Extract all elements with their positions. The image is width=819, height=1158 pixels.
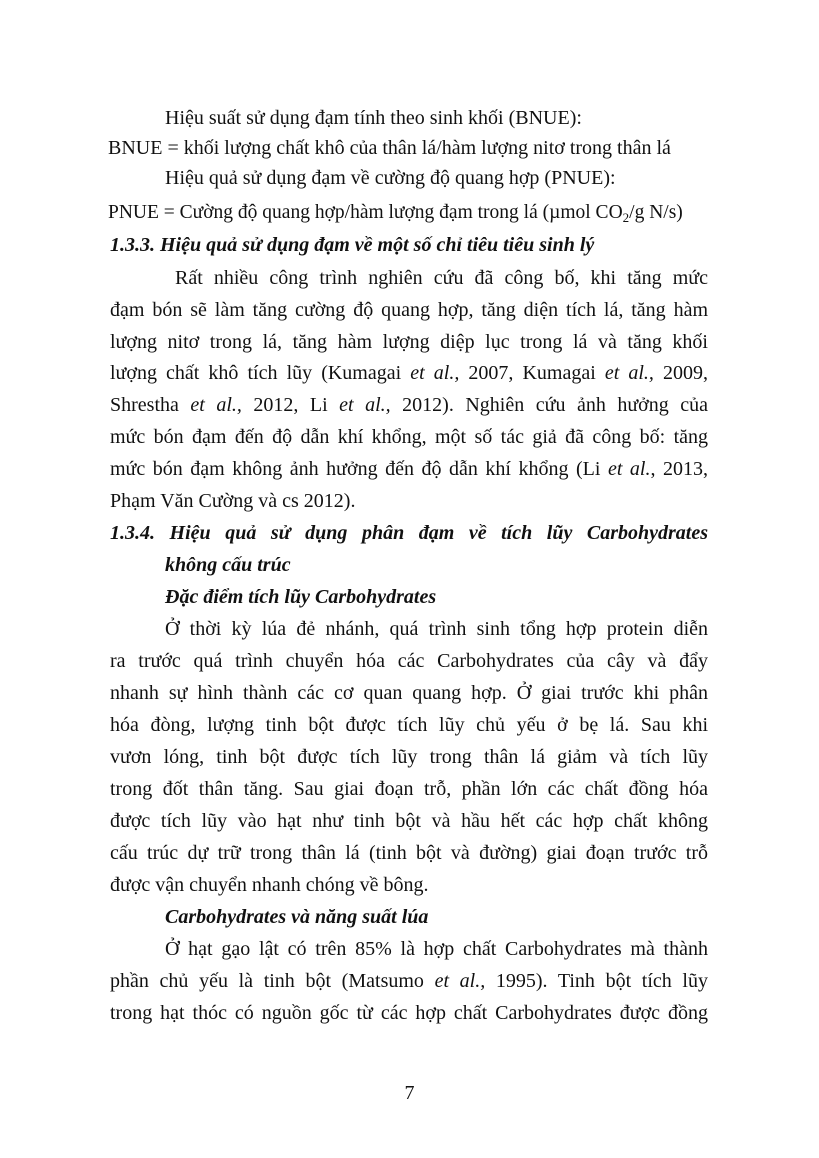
paragraph-line: mức bón đạm đến độ dẫn khí khổng, một số tác giả đã công bố: tăng bbox=[110, 426, 708, 448]
subheading-accumulation: Đặc điểm tích lũy Carbohydrates bbox=[165, 586, 437, 608]
paragraph-line: Rất nhiều công trình nghiên cứu đã công bố, khi tăng mức bbox=[175, 267, 708, 289]
paragraph-line: Ở hạt gạo lật có trên 85% là hợp chất Carbohydrates mà thành bbox=[165, 938, 708, 960]
paragraph-line: Ở thời kỳ lúa đẻ nhánh, quá trình sinh tổng hợp protein diễn bbox=[165, 618, 708, 640]
paragraph-line: Shrestha et al., 2012, Li et al., 2012). Nghiên cứu ảnh hưởng của bbox=[110, 394, 708, 416]
section-heading-1-3-4: 1.3.4. Hiệu quả sử dụng phân đạm về tích lũy Carbohydrates bbox=[110, 522, 708, 544]
paragraph-line: mức bón đạm không ảnh hưởng đến độ dẫn khí khổng (Li et al., 2013, bbox=[110, 458, 709, 480]
paragraph-line: được vận chuyển nhanh chóng về bông. bbox=[110, 874, 429, 896]
paragraph-line: vươn lóng, tinh bột được tích lũy trong thân lá giảm và tích lũy bbox=[110, 746, 708, 768]
paragraph-line: ra trước quá trình chuyển hóa các Carbohydrates của cây và đẩy bbox=[110, 650, 708, 672]
paragraph-line: lượng chất khô tích lũy (Kumagai et al., 2007, Kumagai et al., 2009, bbox=[110, 362, 709, 384]
section-heading-1-3-4-cont: không cấu trúc bbox=[165, 554, 291, 576]
bnue-title: Hiệu suất sử dụng đạm tính theo sinh khối (BNUE): bbox=[165, 107, 582, 129]
bnue-formula: BNUE = khối lượng chất khô của thân lá/hàm lượng nitơ trong thân lá bbox=[108, 137, 671, 159]
pnue-formula: PNUE = Cường độ quang hợp/hàm lượng đạm trong lá (µmol $CO_2/g$ N/s) bbox=[108, 202, 683, 225]
paragraph-line: được tích lũy vào hạt như tinh bột và hầu hết các hợp chất không bbox=[110, 810, 708, 832]
paragraph-line: phần chủ yếu là tinh bột (Matsumo et al., 1995). Tinh bột tích lũy bbox=[110, 970, 708, 992]
paragraph-line: nhanh sự hình thành các cơ quan quang hợp. Ở giai trước khi phân bbox=[110, 682, 708, 704]
page-number: 7 bbox=[404, 1082, 415, 1104]
paragraph-line: đạm bón sẽ làm tăng cường độ quang hợp, tăng diện tích lá, tăng hàm bbox=[110, 299, 708, 321]
paragraph-line: lượng nitơ trong lá, tăng hàm lượng diệp lục trong lá và tăng khối bbox=[110, 331, 708, 353]
paragraph-line: trong đốt thân tăng. Sau giai đoạn trỗ, phần lớn các chất đồng hóa bbox=[110, 778, 708, 800]
paragraph-line: cấu trúc dự trữ trong thân lá (tinh bột và đường) giai đoạn trước trỗ bbox=[110, 842, 708, 864]
subheading-yield: Carbohydrates và năng suất lúa bbox=[165, 906, 429, 928]
paragraph-line: hóa đòng, lượng tinh bột được tích lũy chủ yếu ở bẹ lá. Sau khi bbox=[110, 714, 708, 736]
section-heading-1-3-3: 1.3.3. Hiệu quả sử dụng đạm về một số chỉ tiêu tiêu sinh lý bbox=[110, 234, 595, 256]
paragraph-line: trong hạt thóc có nguồn gốc từ các hợp chất Carbohydrates được đồng bbox=[110, 1002, 708, 1024]
pnue-title: Hiệu quả sử dụng đạm về cường độ quang hợp (PNUE): bbox=[165, 167, 616, 189]
paragraph-line: Phạm Văn Cường và cs 2012). bbox=[110, 490, 356, 512]
